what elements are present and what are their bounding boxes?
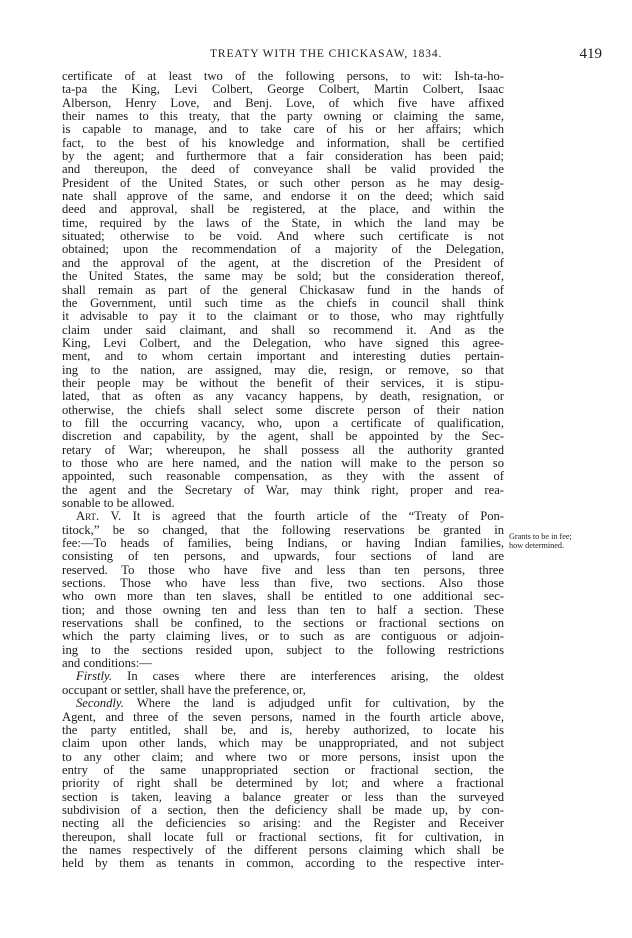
text-line: fact, to the best of his knowledge and information, shall be certified <box>62 136 504 150</box>
text-line: consisting of ten persons, and upwards, four sections of land are <box>62 550 504 564</box>
text-span: Where the land is adjudged unfit for cultivation, by the <box>123 697 504 711</box>
text-line: to any other claim; and where two or more persons, insist upon the <box>62 750 504 764</box>
text-line: King, Levi Colbert, and the Delegation, who have signed this agree- <box>62 336 504 350</box>
text-line: sections. Those who have less than five, two sections. Also those <box>62 577 504 591</box>
text-line: by the agent; and furthermore that a fair consideration has been paid; <box>62 150 504 164</box>
text-line: to fill the occurring vacancy, who, upon a certificate of qualification, <box>62 416 504 430</box>
text-line: retary of War; whereupon, he shall possess all the authority granted <box>62 443 504 457</box>
text-line: situated; otherwise to be void. And where such certificate is not <box>62 230 504 244</box>
text-line: which the party claiming lives, or to such as are contiguous or adjoin- <box>62 630 504 644</box>
firstly-paragraph <box>62 670 504 697</box>
text-line: their people may be without the benefit of their services, it is stipu- <box>62 376 504 390</box>
text-line: Alberson, Henry Love, and Benj. Love, of which five have affixed <box>62 96 504 110</box>
text-line: ta-pa the King, Levi Colbert, George Colbert, Martin Colbert, Isaac <box>62 83 504 97</box>
text-line: ment, and to whom certain important and interesting duties pertain- <box>62 350 504 364</box>
text-line: occupant or settler, shall have the preference, or, <box>62 683 306 697</box>
text-line: it advisable to pay it to the claimant or to those, who may rightfully <box>62 310 504 324</box>
paragraph-continued <box>62 70 504 510</box>
text-line: sonable to be allowed. <box>62 497 175 510</box>
text-line: titock,” be so changed, that the following reservations be granted in <box>62 523 504 537</box>
text-line: reservations shall be confined, to the sections or fractional sections on <box>62 617 504 631</box>
text-line: shall remain as part of the general Chickasaw fund in the hands of <box>62 283 504 297</box>
text-line: appointed, such reasonable compensation, as they with the assent of <box>62 470 504 484</box>
page-header <box>62 48 602 66</box>
text-line: and the approval of the agent, at the discretion of the President of <box>62 256 504 270</box>
text-line: time, required by the laws of the State, in which the land may be <box>62 216 504 230</box>
text-line: fee:—To heads of families, being Indians, or having Indian families, <box>62 537 504 551</box>
text-line: held by them as tenants in common, according to the respective inter- <box>62 857 504 871</box>
text-line: ing to the nation, are assigned, may die, resign, or remove, so that <box>62 363 504 377</box>
firstly-label: Firstly. <box>76 670 113 684</box>
text-line: the names respectively of the different persons claiming which shall be <box>62 843 504 857</box>
article-label: Art. V. <box>76 510 122 524</box>
text-line: claim upon other lands, which may be unappropriated, and not subject <box>62 737 504 751</box>
text-line: the agent and the Secretary of War, may think right, proper and rea- <box>62 483 504 497</box>
text-line: deed and approval, shall be registered, at the place, and within the <box>62 203 504 217</box>
text-line: otherwise, the chiefs shall select some discrete person of their nation <box>62 403 504 417</box>
text-line: claim under said claimant, and shall so recommend it. And as the <box>62 323 504 337</box>
text-line: tion; and those owning ten and less than ten to half a section. These <box>62 603 504 617</box>
text-line: priority of right shall be determined by lot; and where a fractional <box>62 777 504 791</box>
margin-note <box>509 532 632 550</box>
article-five-paragraph <box>62 510 504 670</box>
page-number: 419 <box>579 46 602 62</box>
text-line: obtained; upon the recommendation of a majority of the Delegation, <box>62 243 504 257</box>
text-line: who own more than ten slaves, shall be entitled to one additional sec- <box>62 590 504 604</box>
running-title: TREATY WITH THE CHICKASAW, 1834. <box>210 48 443 60</box>
text-line: President of the United States, or such other person as he may desig- <box>62 176 504 190</box>
text-line: section is taken, leaving a balance greater or less than the surveyed <box>62 790 504 804</box>
margin-note-line: how determined. <box>509 541 565 550</box>
text-line: the Government, until such time as the chiefs in council shall think <box>62 296 504 310</box>
text-line: their names to this treaty, that the party owning or claiming the same, <box>62 110 504 124</box>
text-line: is capable to manage, and to take care of his or her affairs; which <box>62 123 504 137</box>
text-line: the United States, the same may be sold; but the consideration thereof, <box>62 270 504 284</box>
text-line <box>62 510 504 523</box>
text-line: ing to the sections resided upon, subject to the following restrictions <box>62 643 504 657</box>
text-line: discretion and capability, by the agent, shall be appointed by the Sec- <box>62 430 504 444</box>
text-line: necting all the deficiencies so arising: and the Register and Receiver <box>62 817 504 831</box>
text-span: In cases where there are interferences arising, the oldest <box>112 670 504 684</box>
text-line: subdivision of a section, then the deficiency shall be made up, by con- <box>62 803 504 817</box>
text-line: and thereupon, the deed of conveyance shall be valid provided the <box>62 163 504 177</box>
text-line <box>62 697 504 710</box>
text-line: certificate of at least two of the following persons, to wit: Ish-ta-ho- <box>62 70 504 83</box>
text-line: thereupon, shall locate full or fractional sections, fit for cultivation, in <box>62 830 504 844</box>
text-line: lated, that as often as any vacancy happens, by death, resignation, or <box>62 390 504 404</box>
margin-note-line: Grants to be in fee; <box>509 532 572 541</box>
text-line <box>62 670 504 683</box>
secondly-label: Secondly. <box>76 697 124 711</box>
text-line: entry of the same unappropriated section or fractional section, the <box>62 763 504 777</box>
text-line: the party entitled, shall be, and is, hereby authorized, to locate his <box>62 723 504 737</box>
text-line: and conditions:— <box>62 657 152 671</box>
text-line: nate shall approve of the same, and endorse it on the deed; which said <box>62 190 504 204</box>
secondly-paragraph <box>62 697 504 870</box>
text-line: reserved. To those who have five and less than ten persons, three <box>62 563 504 577</box>
text-line: to those who are here named, and the nation will make to the person so <box>62 456 504 470</box>
body-text <box>62 70 504 871</box>
text-span: It is agreed that the fourth article of the “Treaty of Pon- <box>121 510 504 524</box>
text-line: Agent, and three of the seven persons, named in the fourth article above, <box>62 710 504 724</box>
